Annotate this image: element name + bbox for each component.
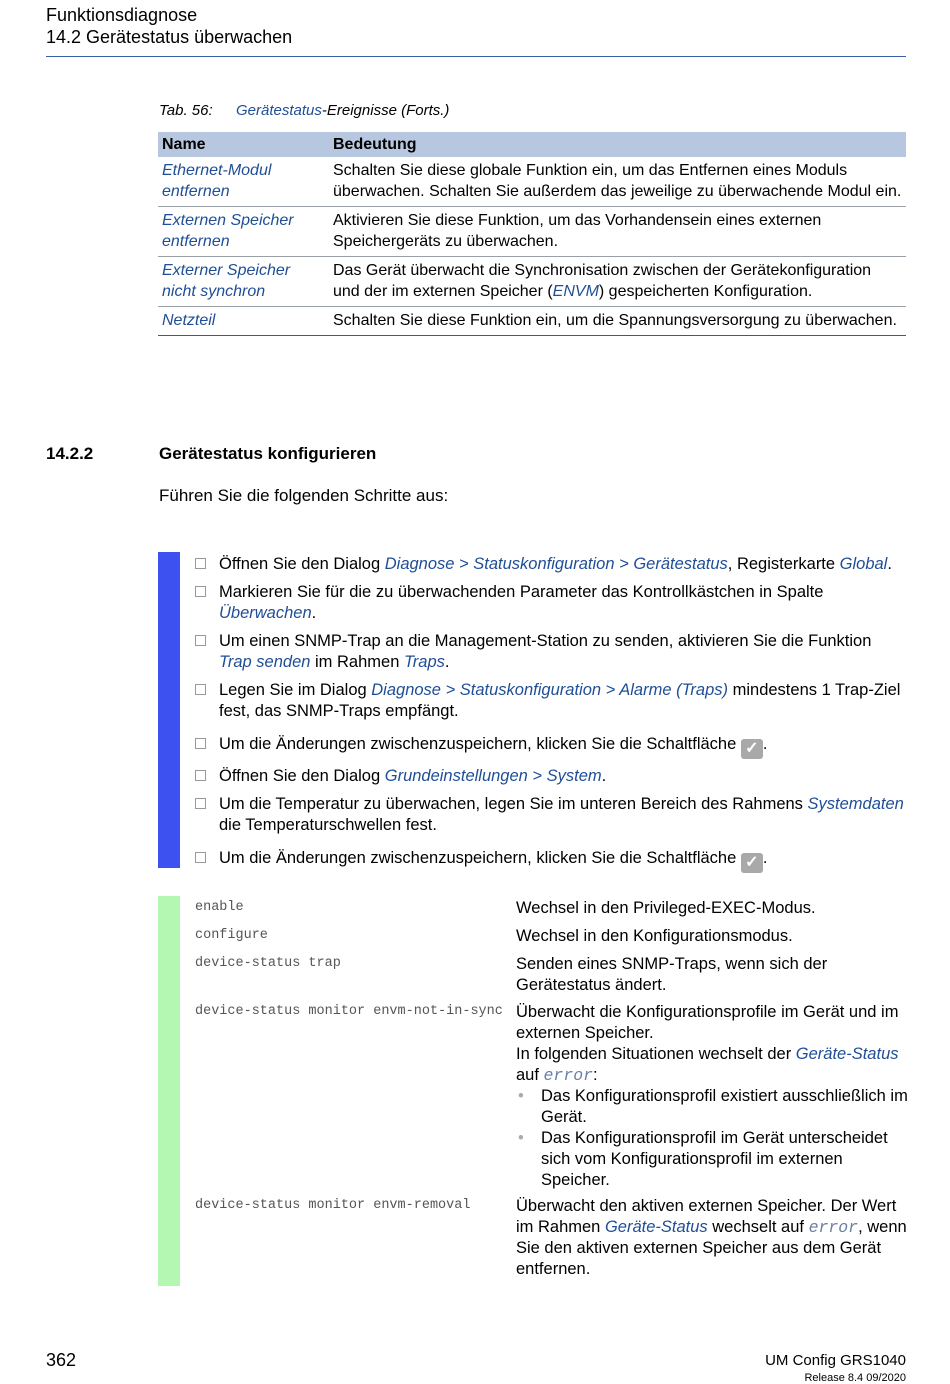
gui-steps-list	[195, 554, 907, 880]
page-number: 362	[46, 1350, 77, 1370]
checkmark-icon: ✓	[741, 739, 763, 759]
row-meaning: Schalten Sie diese Funktion ein, um die Spannungsversorgung zu überwachen.	[329, 307, 906, 336]
row-meaning: Aktivieren Sie diese Funktion, um das Vorhandensein eines externen Speichergeräts zu überwachen.	[329, 207, 906, 257]
device-status-link[interactable]: Geräte-Status	[795, 1045, 899, 1063]
row-meaning: Das Gerät überwacht die Synchronisation zwischen der Gerätekonfiguration und der im externen Speicher (ENVM) gespeicherten Konfiguration.	[329, 257, 906, 307]
cli-description: Senden eines SNMP-Traps, wenn sich der Gerätestatus ändert.	[516, 955, 828, 994]
column-link[interactable]: Überwachen	[219, 604, 312, 622]
step-item: Markieren Sie für die zu überwachenden Parameter das Kontrollkästchen in Spalte Überwachen.	[195, 582, 907, 624]
section-intro: Führen Sie die folgenden Schritte aus:	[159, 486, 449, 505]
row-name: Externer Speicher nicht synchron	[158, 257, 329, 307]
cli-command: enable	[195, 900, 244, 915]
header-rule	[46, 56, 906, 57]
table-row	[158, 207, 906, 257]
step-item: Legen Sie im Dialog Diagnose > Statuskonfiguration > Alarme (Traps) mindestens 1 Trap-Ziel fest, das SNMP-Traps empfängt.	[195, 680, 907, 722]
error-value: error	[543, 1066, 594, 1085]
cli-command: device-status trap	[195, 956, 341, 971]
bullet-icon: •	[518, 1087, 524, 1105]
column-header-name: Name	[158, 132, 329, 157]
checkbox-icon	[195, 684, 206, 695]
section-number: 14.2.2	[46, 444, 94, 463]
device-status-link[interactable]: Geräte-Status	[604, 1218, 708, 1236]
row-name: Netzteil	[158, 307, 329, 336]
table-row	[158, 307, 906, 336]
function-link[interactable]: Trap senden	[219, 653, 311, 671]
checkbox-icon	[195, 558, 206, 569]
step-item: Um die Änderungen zwischenzuspeichern, klicken Sie die Schaltfläche ✓ .	[195, 734, 907, 759]
row-name: Ethernet-Modul entfernen	[158, 157, 329, 207]
table-row	[158, 157, 906, 207]
device-status-events-table	[158, 132, 906, 336]
cli-description: Wechsel in den Privileged-EXEC-Modus.	[516, 899, 816, 917]
envm-link[interactable]: ENVM	[552, 283, 599, 300]
row-meaning: Schalten Sie diese globale Funktion ein, um das Entfernen eines Moduls überwachen. Schalten Sie außerdem das jeweilige zu überwachende Modul ein.	[329, 157, 906, 207]
checkmark-icon: ✓	[741, 853, 763, 873]
checkbox-icon	[195, 586, 206, 597]
tab-link[interactable]: Global	[839, 555, 888, 573]
checkbox-icon	[195, 852, 206, 863]
step-item: Öffnen Sie den Dialog Diagnose > Statuskonfiguration > Gerätestatus, Registerkarte Global.	[195, 554, 907, 575]
gui-steps-marker-bar	[158, 552, 180, 868]
checkbox-icon	[195, 798, 206, 809]
step-item: Öffnen Sie den Dialog Grundeinstellungen > System.	[195, 766, 907, 787]
checkbox-icon	[195, 635, 206, 646]
release-info: Release 8.4 09/2020	[804, 1372, 906, 1384]
dialog-link[interactable]: Grundeinstellungen > System	[384, 767, 602, 785]
cli-description: Wechsel in den Konfigurationsmodus.	[516, 927, 793, 945]
list-item: • Das Konfigurationsprofil existiert ausschließlich im Gerät.	[518, 1087, 908, 1126]
dialog-link[interactable]: Diagnose > Statuskonfiguration > Gerätestatus	[384, 555, 728, 573]
error-value: error	[808, 1218, 859, 1237]
step-item: Um einen SNMP-Trap an die Management-Station zu senden, aktivieren Sie die Funktion Trap senden im Rahmen Traps.	[195, 631, 907, 673]
table-row	[158, 257, 906, 307]
table-caption-link[interactable]: Gerätestatus	[236, 102, 322, 119]
column-header-meaning: Bedeutung	[329, 132, 906, 157]
row-name: Externen Speicher entfernen	[158, 207, 329, 257]
checkbox-icon	[195, 770, 206, 781]
cli-description: Überwacht den aktiven externen Speicher. Der Wert im Rahmen Geräte-Status wechselt auf error, wenn Sie den aktiven externen Speicher aus dem Gerät entfernen.	[516, 1197, 907, 1278]
header-chapter: Funktionsdiagnose	[46, 5, 198, 25]
step-item: Um die Temperatur zu überwachen, legen Sie im unteren Bereich des Rahmens Systemdaten die Temperaturschwellen fest.	[195, 794, 907, 836]
cli-description: Überwacht die Konfigurationsprofile im Gerät und im externen Speicher. In folgenden Situationen wechselt der Geräte-Status auf error: • Das Konfigurationsprofil existiert ausschließlich im Gerät. • Das Konfigurationsprofil im Gerät unterscheidet sich vom Konfigurationsprofil im externen Speicher.	[516, 1003, 908, 1189]
table-caption-number: Tab. 56:	[159, 102, 213, 119]
bullet-icon: •	[518, 1129, 524, 1147]
cli-steps-marker-bar	[158, 896, 180, 1286]
table-caption	[159, 101, 449, 121]
checkbox-icon	[195, 738, 206, 749]
dialog-link[interactable]: Diagnose > Statuskonfiguration > Alarme (Traps)	[371, 681, 729, 699]
cli-command: configure	[195, 928, 268, 943]
frame-link[interactable]: Systemdaten	[807, 795, 904, 813]
step-item: Um die Änderungen zwischenzuspeichern, klicken Sie die Schaltfläche ✓ .	[195, 848, 907, 873]
cli-command: device-status monitor envm-not-in-sync	[195, 1004, 503, 1019]
cli-command: device-status monitor envm-removal	[195, 1198, 471, 1213]
document-title: UM Config GRS1040	[765, 1352, 906, 1369]
list-item: • Das Konfigurationsprofil im Gerät unterscheidet sich vom Konfigurationsprofil im externen Speicher.	[518, 1129, 888, 1189]
section-title: Gerätestatus konfigurieren	[159, 444, 377, 463]
table-caption-text: -Ereignisse (Forts.)	[321, 102, 450, 119]
table-header-row	[158, 132, 906, 157]
header-section: 14.2 Gerätestatus überwachen	[46, 27, 293, 47]
frame-link[interactable]: Traps	[403, 653, 445, 671]
